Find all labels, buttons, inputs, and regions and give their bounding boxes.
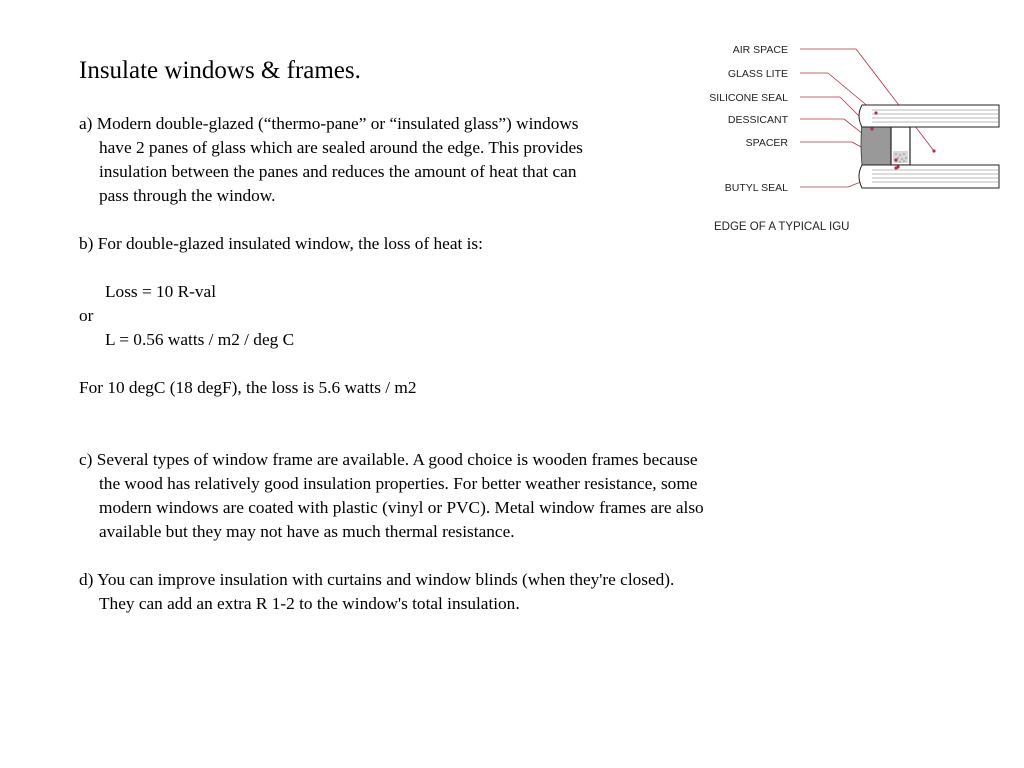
label-glass-lite: GLASS LITE (727, 68, 788, 80)
figure-caption: EDGE OF A TYPICAL IGU (714, 221, 850, 233)
section-c-line: c) Several types of window frame are available. A good choice is wooden frames because (79, 450, 698, 469)
section-b-intro: b) For double-glazed insulated window, the loss of heat is: (79, 234, 483, 253)
glass-lite-top (859, 105, 999, 127)
section-a-line: a) Modern double-glazed (“thermo-pane” or “insulated glass”) windows (79, 114, 579, 133)
section-c-line: the wood has relatively good insulation properties. For better weather resistance, some (99, 474, 698, 493)
section-a-line: have 2 panes of glass which are sealed around the edge. This provides (99, 138, 583, 157)
section-c-line: available but they may not have as much thermal resistance. (99, 522, 515, 541)
igu-edge-svg (700, 38, 1024, 238)
section-a-line: insulation between the panes and reduces the amount of heat that can (99, 162, 577, 181)
formula-loss: Loss = 10 R-val (105, 282, 217, 301)
label-silicone-seal: SILICONE SEAL (709, 92, 788, 104)
page-title: Insulate windows & frames. (79, 57, 361, 84)
section-d-line: They can add an extra R 1-2 to the window's total insulation. (99, 594, 520, 613)
formula-l: L = 0.56 watts / m2 / deg C (105, 330, 295, 349)
section-c (79, 448, 859, 544)
section-c-line: modern windows are coated with plastic (vinyl or PVC). Metal window frames are also (99, 498, 704, 517)
blank-line (79, 352, 859, 376)
label-spacer: SPACER (745, 137, 788, 149)
silicone-seal-shape (861, 124, 891, 165)
or-text: or (79, 306, 94, 325)
section-d-line: d) You can improve insulation with curtains and window blinds (when they're closed). (79, 570, 675, 589)
label-air-space: AIR SPACE (732, 44, 788, 56)
loss-example: For 10 degC (18 degF), the loss is 5.6 watts / m2 (79, 378, 417, 397)
section-d (79, 568, 859, 616)
section-b (79, 232, 859, 400)
label-butyl-seal: BUTYL SEAL (724, 182, 788, 194)
igu-edge-diagram (700, 38, 1024, 238)
section-a-line: pass through the window. (99, 186, 276, 205)
glass-lite-bottom (859, 165, 999, 188)
label-dessicant: DESSICANT (727, 114, 788, 126)
blank-line (79, 256, 859, 280)
